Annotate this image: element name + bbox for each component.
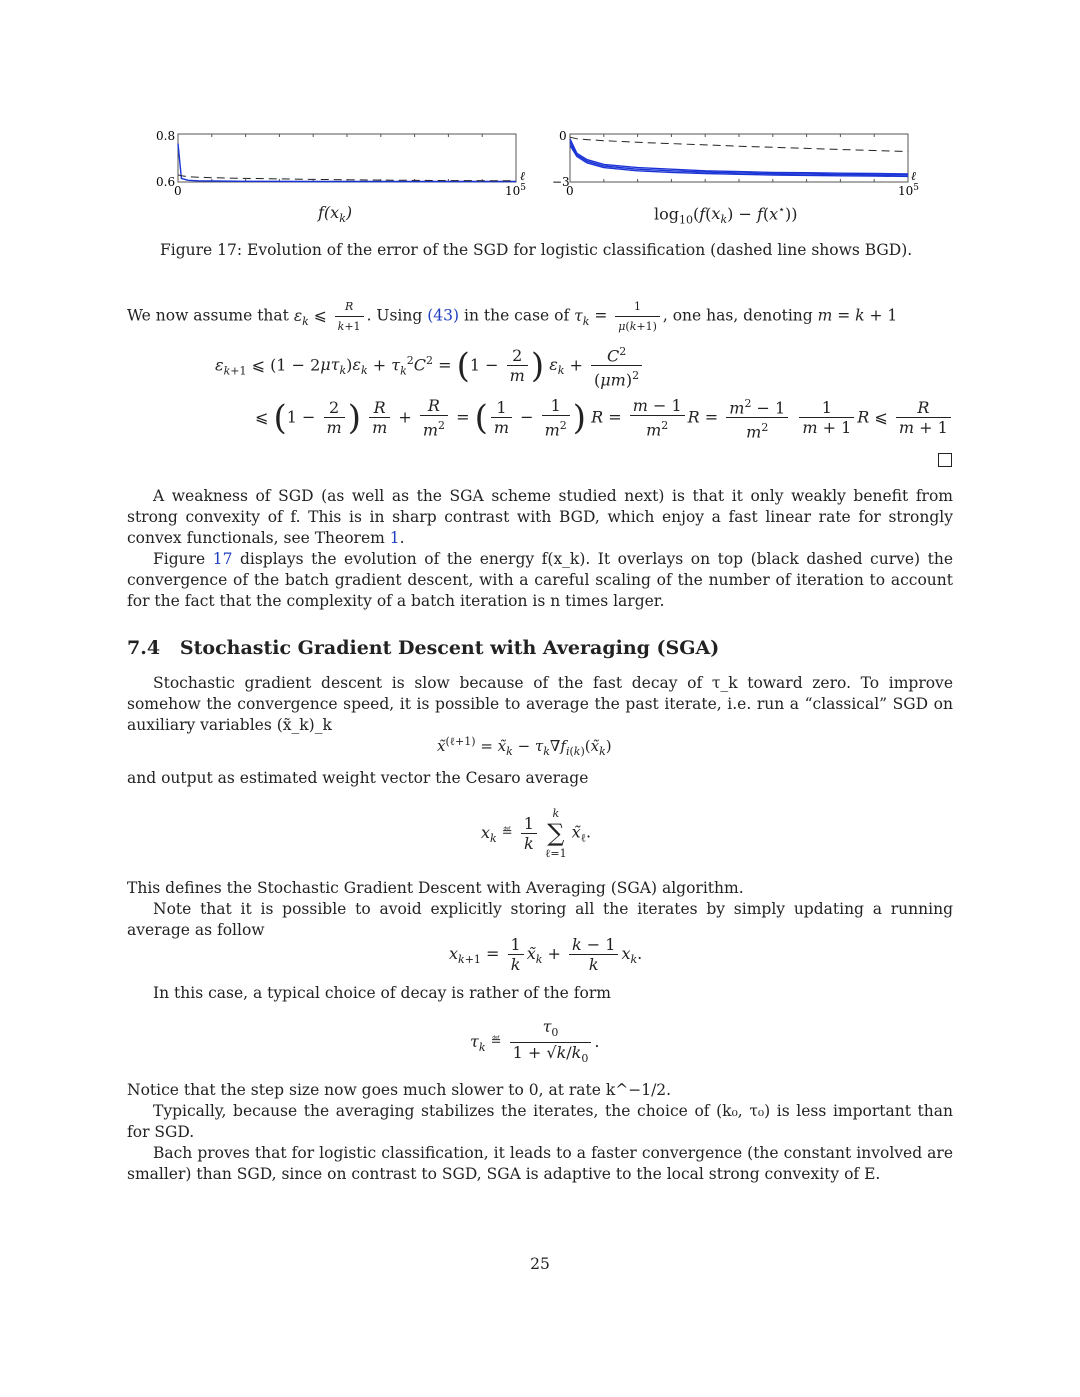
notice-paragraph: Notice that the step size now goes much slower to 0, at rate k^−1/2. <box>127 1081 672 1099</box>
figure-ref[interactable]: 17 <box>212 550 233 568</box>
y-tick-minus3: −3 <box>552 175 570 189</box>
equation-ref-43[interactable]: (43) <box>427 306 460 325</box>
y-tick-0.6: 0.6 <box>156 175 176 189</box>
equation-running-average: $x_{k+1}$ = $\frac{1}{k}$ $x̃_k$ + $\frac{k - 1}{k}$ $x_k$. <box>449 935 643 974</box>
y-tick-0: 0 <box>559 129 567 143</box>
page-number: 25 <box>530 1255 550 1273</box>
assume-d: , one has, denoting <box>662 306 818 325</box>
weakness-text: A weakness of SGD (as well as the SGA scheme studied next) is that it only weakly benefit from strong convexity of f. This is in sharp contrast with BGD, which enjoy a fast linear rate for strongly convex functionals, see Theorem <box>127 487 953 547</box>
chart-left <box>156 129 526 198</box>
x-axis-label: ℓ <box>911 169 916 183</box>
note-paragraph: Note that it is possible to avoid explicitly storing all the iterates by simply updating a running average as follow <box>127 900 953 939</box>
figure-paragraph <box>127 549 953 612</box>
defines-paragraph: This defines the Stochastic Gradient Descent with Averaging (SGA) algorithm. <box>127 879 744 897</box>
bach-paragraph: Bach proves that for logistic classification, it leads to a faster convergence (the constant involved are smaller) than SGD, since on contrast to SGD, SGA is adaptive to the local strong convexity of E. <box>127 1144 953 1183</box>
theorem-ref[interactable]: 1 <box>389 529 400 547</box>
assume-a: We now assume that <box>127 306 294 325</box>
assume-b: . Using <box>366 306 428 325</box>
equation-eps-line2: ⩽ (1 − $\frac{2}{m}$ ) $\frac{R}{m}$ + $\frac{R}{m^2}$ = ( $\frac{1}{m}$ − $\frac{1}{m^2}$ ) R = $\frac{m - 1}{m^2}$ R = $\frac{m^2 - 1}{m^2}$ $\frac{1}{m + 1}$ R ⩽ $\frac{R}{m + 1}$ <box>255 394 954 442</box>
x-tick-0: 0 <box>566 184 574 198</box>
equation-eps-line1: $\varepsilon_{k+1}$ ⩽ $(1 - 2\mu\tau_k)\varepsilon_k + \tau_k^2C^2 = (1$ − $\frac{2}{m}$ ) $\varepsilon_k$ + $\frac{C^2}{(\mu m)^2}$ <box>215 342 645 390</box>
weakness-paragraph <box>127 486 953 549</box>
figure-caption: Figure 17: Evolution of the error of the SGD for logistic classification (dashed line shows BGD). <box>160 241 913 259</box>
section-number: 7.4 <box>127 637 161 659</box>
chart-right <box>552 129 919 198</box>
x-axis-label: ℓ <box>520 169 525 183</box>
y-tick-0.8: 0.8 <box>156 129 176 143</box>
series-line-sgd-run-2 <box>570 142 908 175</box>
equation-sgd-aux: x̃$^{(\ell+1)}$ = $x̃_k$ − $\tau_k\nabla f_{i(k)}(x̃_k)$ <box>437 735 612 758</box>
equation-cesaro: $x_k$ ≝ $\frac{1}{k}$ k ∑ ℓ=1 $x̃_\ell$. <box>481 807 592 860</box>
section-heading <box>127 637 719 659</box>
x-tick-1e5: $10^5$ <box>505 183 527 198</box>
assume-c: in the case of <box>459 306 575 325</box>
assumption-paragraph: We now assume that $\varepsilon_k$ ⩽ $\frac{R}{k+1}$ . Using (43) in the case of $\tau_k$ = $\frac{1}{\mu(k+1)}$ , one has, denoting m = k + 1 <box>127 297 953 336</box>
decay-paragraph: In this case, a typical choice of decay is rather of the form <box>153 984 611 1002</box>
series-line-sgd <box>178 144 516 182</box>
sga-intro-paragraph: Stochastic gradient descent is slow because of the fast decay of τ_k toward zero. To improve somehow the convergence speed, it is possible to average the past iterate, i.e. run a “classical” SGD on auxiliary variables (x̃_k)_k <box>127 674 953 734</box>
x-tick-1e5: $10^5$ <box>898 183 920 198</box>
panel-right-label: $\log_{10}(f(x_k) - f(x^⋆))$ <box>654 203 798 227</box>
series-line-bgd <box>570 137 908 151</box>
cesaro-paragraph: and output as estimated weight vector the Cesaro average <box>127 769 589 787</box>
section-title: Stochastic Gradient Descent with Averaging (SGA) <box>179 637 720 659</box>
figure-17 <box>0 120 1080 230</box>
equation-tau: $\tau_k$ ≝ $\frac{\tau_0}{1 + √k/k_0}$ . <box>470 1017 600 1066</box>
panel-left-label: $f(x_k)$ <box>318 203 353 226</box>
qed-box <box>938 453 952 467</box>
weakness-end: . <box>399 529 405 547</box>
fig-b: displays the evolution of the energy f(x_k). It overlays on top (black dashed curve) the convergence of the batch gradient descent, with a careful scaling of the number of iteration to account for the fact that the complexity of a batch iteration is n times larger. <box>127 550 953 610</box>
series-line-bgd <box>178 175 516 181</box>
x-tick-0: 0 <box>174 184 182 198</box>
fig-a: Figure <box>153 550 213 568</box>
typically-paragraph: Typically, because the averaging stabilizes the iterates, the choice of (k₀, τ₀) is less important than for SGD. <box>127 1102 953 1141</box>
